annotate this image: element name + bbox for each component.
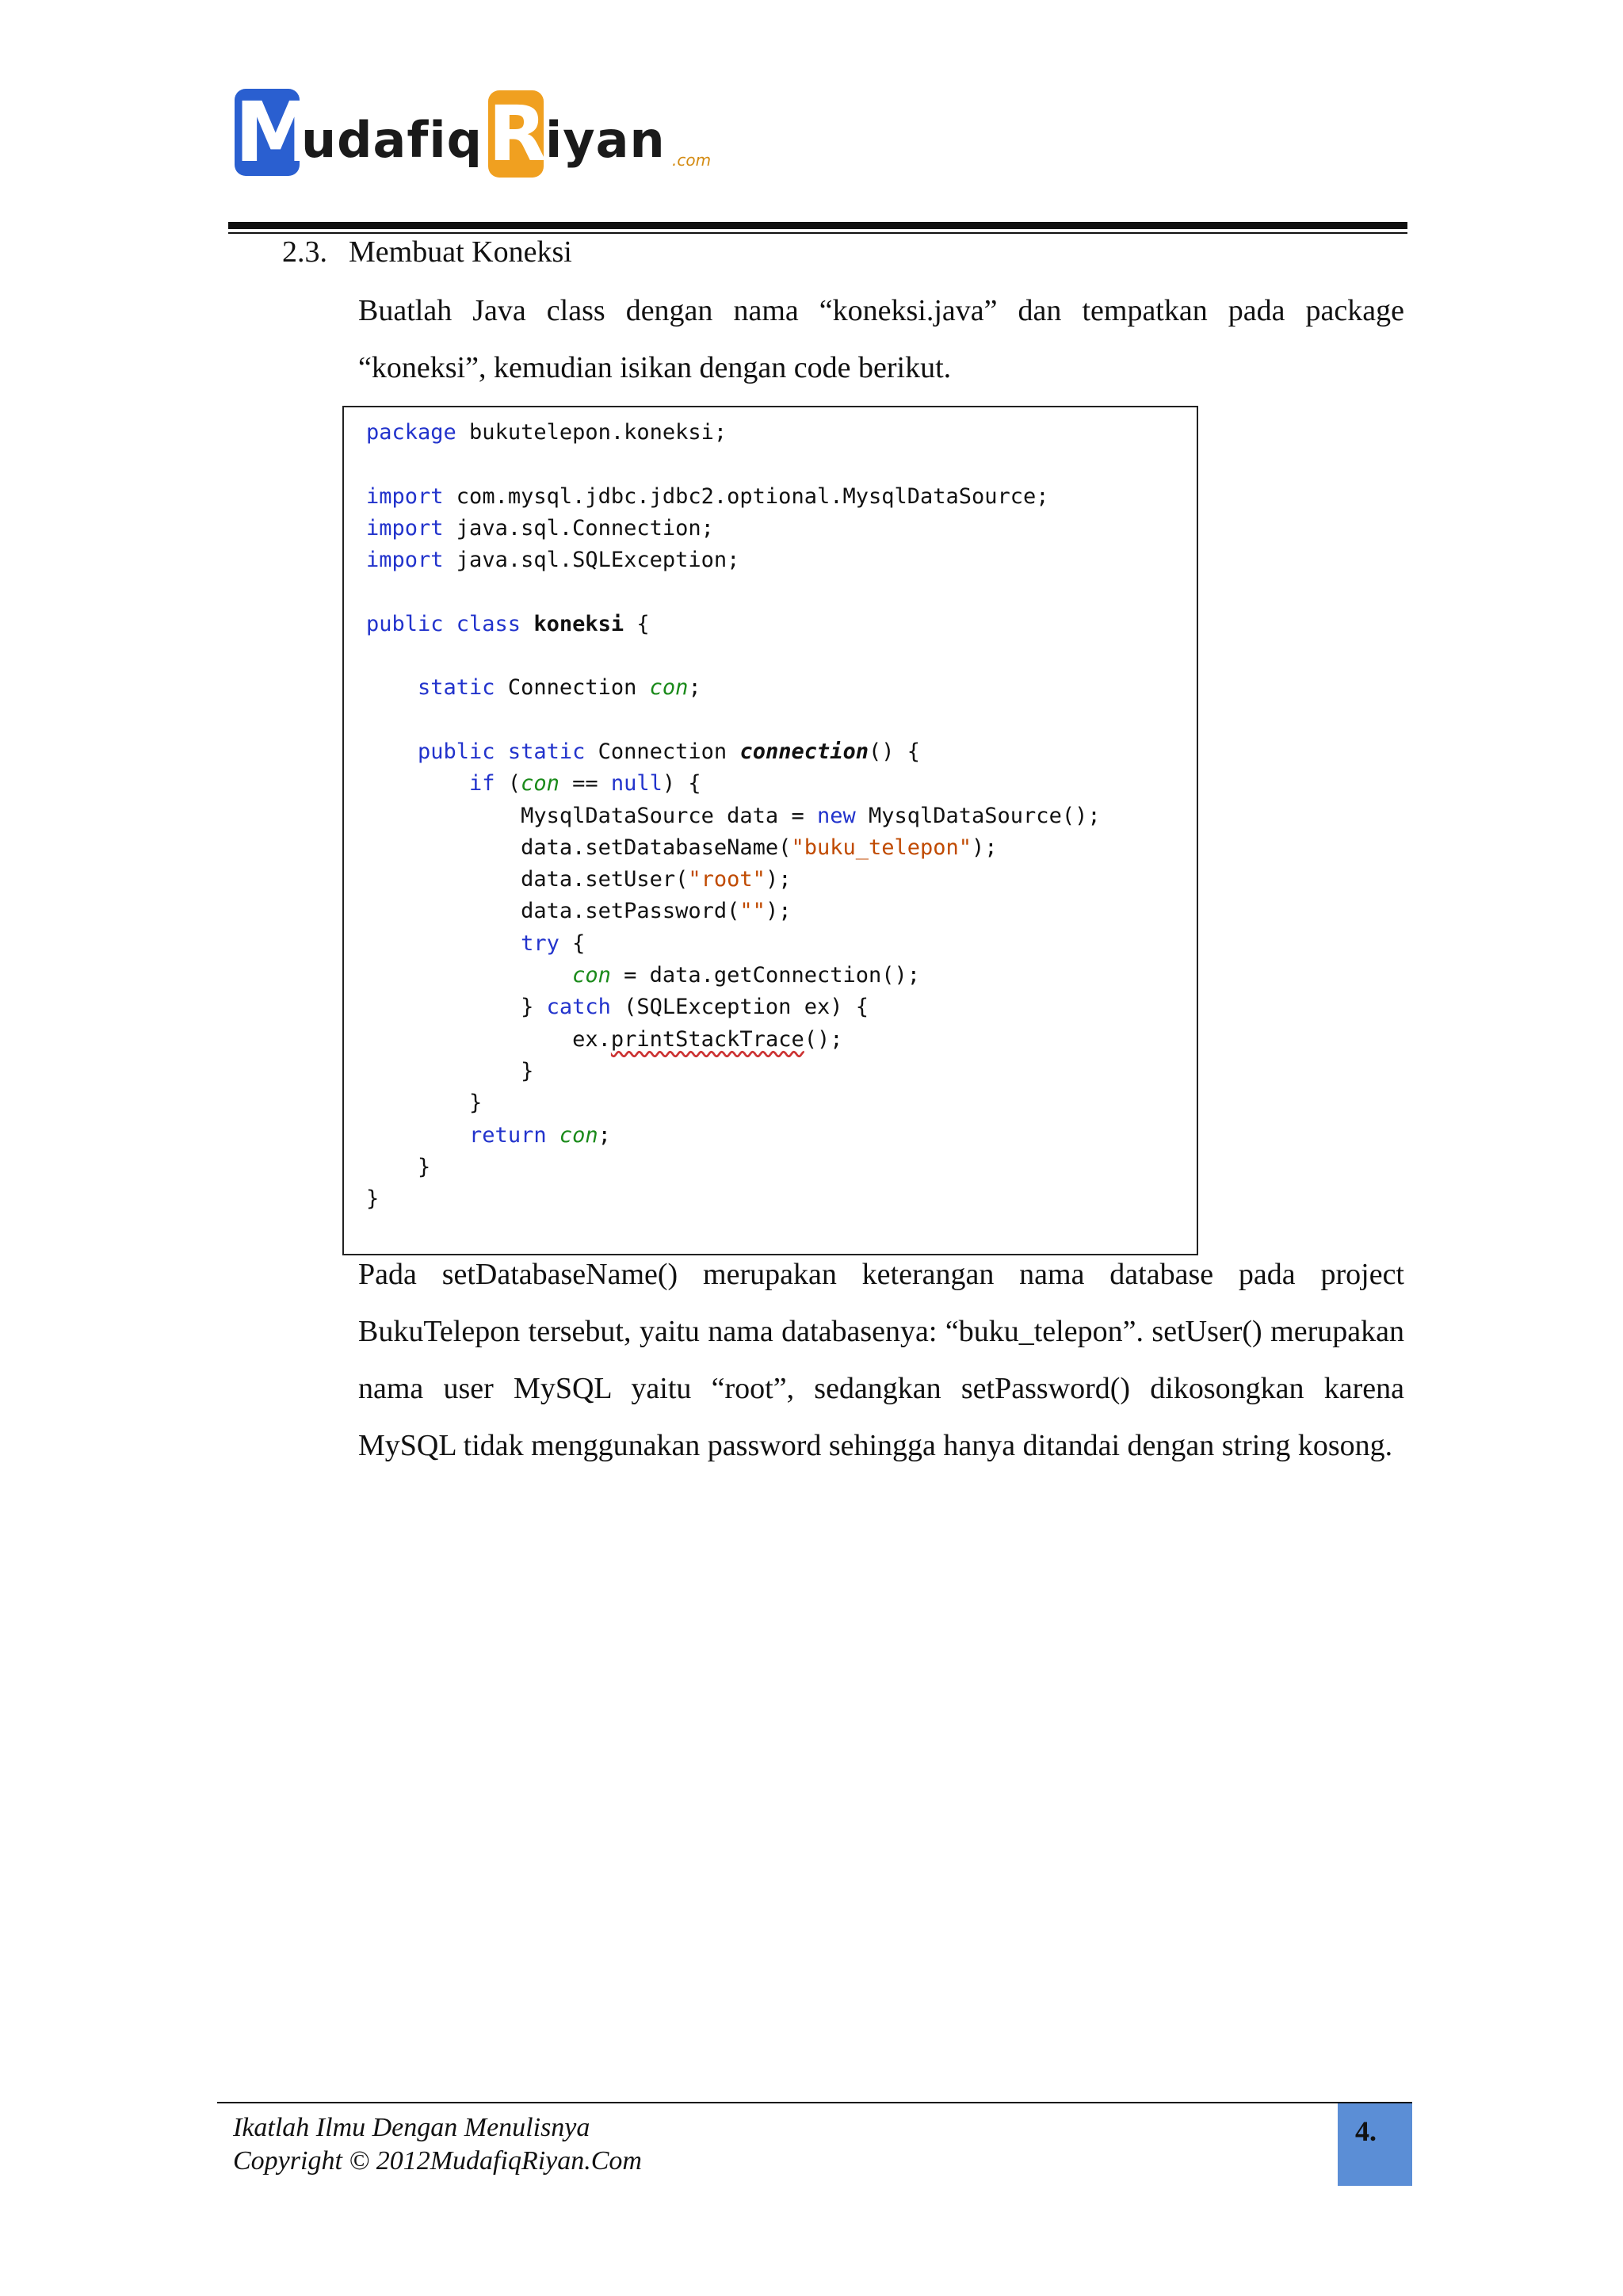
intro-paragraph: Buatlah Java class dengan nama “koneksi.java” dan tempatkan pada package “koneksi”, kemudian isikan dengan code berikut. [358, 294, 1404, 384]
page-number-box [1338, 2103, 1412, 2186]
section-number: 2.3. [282, 235, 327, 269]
footer-text [233, 2111, 642, 2178]
section-heading [282, 231, 572, 273]
site-logo [235, 84, 742, 184]
footer-tagline: Ikatlah Ilmu Dengan Menulisnya [233, 2113, 590, 2142]
logo-word-udafiq: udafiq [301, 111, 483, 169]
header-rule-thick [228, 222, 1407, 229]
section-title: Membuat Koneksi [349, 235, 572, 269]
logo-letter-m: M [235, 84, 317, 181]
logo-letter-r: R [488, 90, 547, 178]
logo-word-iyan: iyan [545, 111, 666, 169]
footer-copyright: Copyright © 2012MudafiqRiyan.Com [233, 2146, 642, 2176]
code-text: package bukutelepon.koneksi; import com.mysql.jdbc.jdbc2.optional.MysqlDataSource; import java.sql.Connection; import java.sql.SQLException; public class koneksi { static Connection con; public static Connection connection() { if (con == null) { MysqlDataSource data = new MysqlDataSource(); data.setDatabaseName("buku_telepon"); data.setUser("root"); data.setPassword(""); try { con = data.getConnection(); } catch (SQLException ex) { ex.printStackTrace(); } } return con; } } [366, 420, 1101, 1212]
code-listing [342, 406, 1198, 1255]
footer-rule [217, 2102, 1412, 2103]
explanation-paragraph: Pada setDatabaseName() merupakan keterangan nama database pada project BukuTelepon tersebut, yaitu nama databasenya: “buku_telepon”. setUser() merupakan nama user MySQL yaitu “root”, sedangkan setPassword() dikosongkan karena MySQL tidak menggunakan password sehingga hanya ditandai dengan string kosong. [358, 1258, 1404, 1462]
logo-suffix: .com [672, 151, 712, 170]
page-number: 4. [1355, 2115, 1377, 2147]
